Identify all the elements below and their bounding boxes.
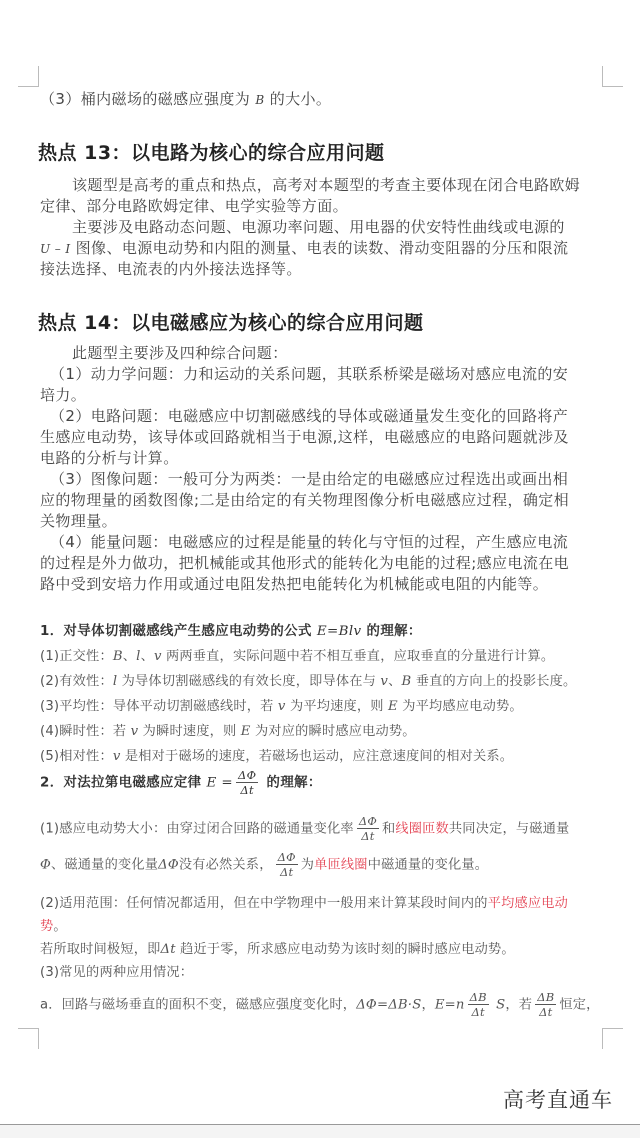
text: (2)有效性： [40,674,113,689]
fraction-dphi-dt [276,850,298,879]
fraction-db-dt [468,990,489,1019]
text: 是相对于磁场的速度，若磁场也运动，应注意速度间的相对关系。 [120,749,514,764]
text: 的理解： [261,775,322,791]
denominator: Δt [539,1005,553,1019]
text: 中磁通量的变化量。 [367,857,489,873]
text: (4)瞬时性： [40,724,113,739]
formula-e: E=n [434,997,465,1013]
page-corner-mark-bottom-left [18,1028,39,1049]
numerator: ΔΦ [358,814,377,828]
variable-u-i: U – I [40,242,71,256]
paragraph-line: （2）电路问题：电磁感应中切割磁感线的导体或磁通量发生变化的回路将产 [50,407,569,425]
text: 的大小。 [264,90,332,108]
paragraph-line [40,237,600,258]
text: (1)感应电动势大小：由穿过闭合回路的磁通量变化率 [40,821,354,837]
variable: v [112,749,121,764]
paragraph-line: 接法选择、电流表的内外接法选择等。 [40,260,302,278]
paragraph-line: 此题型主要涉及四种综合问题： [72,344,288,362]
variable-phi: Φ [40,857,52,873]
variable-dt: Δt [160,942,176,957]
paragraph-line: 该题型是高考的重点和热点，高考对本题型的考查主要体现在闭合电路欧姆 [72,176,581,194]
text: 导体平动切割磁感线时，若 [112,699,278,714]
question-item-3 [40,88,600,109]
paragraph-line: 生感应电动势，该导体或回路就相当于电源,这样，电磁感应的电路问题就涉及 [40,428,569,446]
variable: v [277,699,286,714]
point-1-item-3 [40,695,600,714]
text: 为导体切割磁感线的有效长度，即导体在与 [117,674,381,689]
paragraph-line: 的过程是外力做功，把机械能或其他形式的能转化为电能的过程;感应电流在电 [40,554,570,572]
paragraph-line: 应的物理量的函数图像;二是由给定的有关物理图像分析电磁感应过程，确定相 [40,491,570,509]
paragraph-line: 主要涉及电路动态问题、电源功率问题、用电器的伏安特性曲线或电源的 [72,218,565,236]
text: 。 [53,919,67,934]
watermark-brand: 高考直通车 [503,1088,613,1112]
point-1-item-4 [40,720,600,739]
point-2-item-2-line-1 [40,892,600,911]
paragraph-line: （4）能量问题：电磁感应的过程是能量的转化与守恒的过程，产生感应电流 [50,533,569,551]
text: 为瞬时速度，则 [138,724,241,739]
numerator: ΔB [537,990,555,1004]
text: 为平均感应电动势。 [397,699,523,714]
text: 、 [122,649,137,664]
point-1-item-2 [40,670,600,689]
text: 的理解： [361,624,422,639]
section-14-heading: 热点 14：以电磁感应为核心的综合应用问题 [38,312,424,334]
text: (3)平均性： [40,699,113,714]
variable: l [112,674,118,689]
fraction-dphi-dt [236,768,259,797]
paragraph-line: （3）图像问题：一般可分为两类：一是由给定的电磁感应过程选出或画出相 [50,470,569,488]
text: 若所取时间极短，即 [40,942,161,957]
variable: v [130,724,139,739]
formula-dphi: ΔΦ=ΔB·S [356,997,422,1013]
highlighted-text: 线圈匝数 [395,821,449,837]
text: a．回路与磁场垂直的面积不变，磁感应强度变化时， [40,997,357,1013]
paragraph-line: 培力。 [40,386,87,404]
text: 1．对导体切割磁感线产生感应电动势的公式 [40,624,317,639]
denominator: Δt [471,1005,485,1019]
text: 垂直的方向上的投影长度。 [411,674,577,689]
text: 、 [388,674,402,689]
fraction-db-dt [535,990,556,1019]
text: 为对应的瞬时感应电动势。 [250,724,416,739]
point-1-item-5 [40,745,600,764]
section-13-heading: 热点 13：以电路为核心的综合应用问题 [38,142,385,164]
text: 为 [300,857,315,873]
text: (2)适用范围：任何情况都适用，但在中学物理中一般用来计算某段时间内的 [40,896,488,911]
bottom-divider [0,1124,640,1138]
paragraph-line: 电路的分析与计算。 [40,449,179,467]
text: 没有必然关系， [178,857,273,873]
variable-dphi: ΔΦ [158,857,179,873]
page-corner-mark-bottom-right [602,1028,623,1049]
formula-e-blv: E=Blv [316,624,362,639]
point-2-item-3: (3)常见的两种应用情况： [40,965,194,980]
text: 若 [112,724,131,739]
numerator: ΔΦ [277,850,296,864]
formula-lhs: E = [206,775,233,791]
paragraph-line: 路中受到安培力作用或通过电阻发热把电能转化为机械能或电阻的内能等。 [40,575,549,593]
numerator: ΔΦ [237,768,257,782]
text: 恒定， [559,997,600,1013]
text: ， [421,997,435,1013]
paragraph-line: 关物理量。 [40,512,118,530]
numerator: ΔB [469,990,487,1004]
variable: v [153,649,162,664]
variable-b: B [255,93,265,107]
text: 两两垂直，实际问题中若不相互垂直，应取垂直的分量进行计算。 [161,649,555,664]
point-2-case-a [40,990,600,1019]
denominator: Δt [280,865,294,879]
text: （3）桶内磁场的磁感应强度为 [40,90,256,108]
text: 图像、电源电动势和内阻的测量、电表的读数、滑动变阻器的分压和限流 [70,239,569,257]
paragraph-line: （1）动力学问题：力和运动的关系问题，其联系桥梁是磁场对感应电流的安 [50,365,569,383]
point-1-item-1 [40,645,600,664]
page-corner-mark-top-right [602,66,623,87]
highlighted-text: 平均感应电动 [487,896,569,911]
text: 、 [140,649,154,664]
text: ，若 [505,997,533,1013]
variable: B [401,674,412,689]
paragraph-line: 定律、部分电路欧姆定律、电学实验等方面。 [40,197,349,215]
text: 为平均速度，则 [285,699,389,714]
text: (5)相对性： [40,749,113,764]
variable: E [388,699,398,714]
variable: B [112,649,123,664]
denominator: Δt [240,783,255,797]
variable-s: S [491,997,506,1013]
text: 共同决定，与磁通量 [448,821,570,837]
point-2-heading [40,768,600,797]
variable: l [136,649,141,664]
text: 趋近于零，所求感应电动势为该时刻的瞬时感应电动势。 [175,942,515,957]
point-2-item-2-line-2 [40,915,600,934]
text: 2．对法拉第电磁感应定律 [40,775,207,791]
text: 、磁通量的变化量 [51,857,159,873]
point-1-heading [40,620,600,639]
denominator: Δt [361,829,375,843]
variable: v [380,674,389,689]
point-2-item-1-line-2 [40,850,600,879]
variable: E [240,724,251,739]
point-2-item-2-line-3 [40,938,600,957]
highlighted-text: 势 [40,919,54,934]
fraction-dphi-dt [357,814,379,843]
text: (1)正交性： [40,649,113,664]
page-corner-mark-top-left [18,66,39,87]
highlighted-text: 单匝线圈 [314,857,368,873]
text: 和 [381,821,396,837]
point-2-item-1-line-1 [40,814,600,843]
